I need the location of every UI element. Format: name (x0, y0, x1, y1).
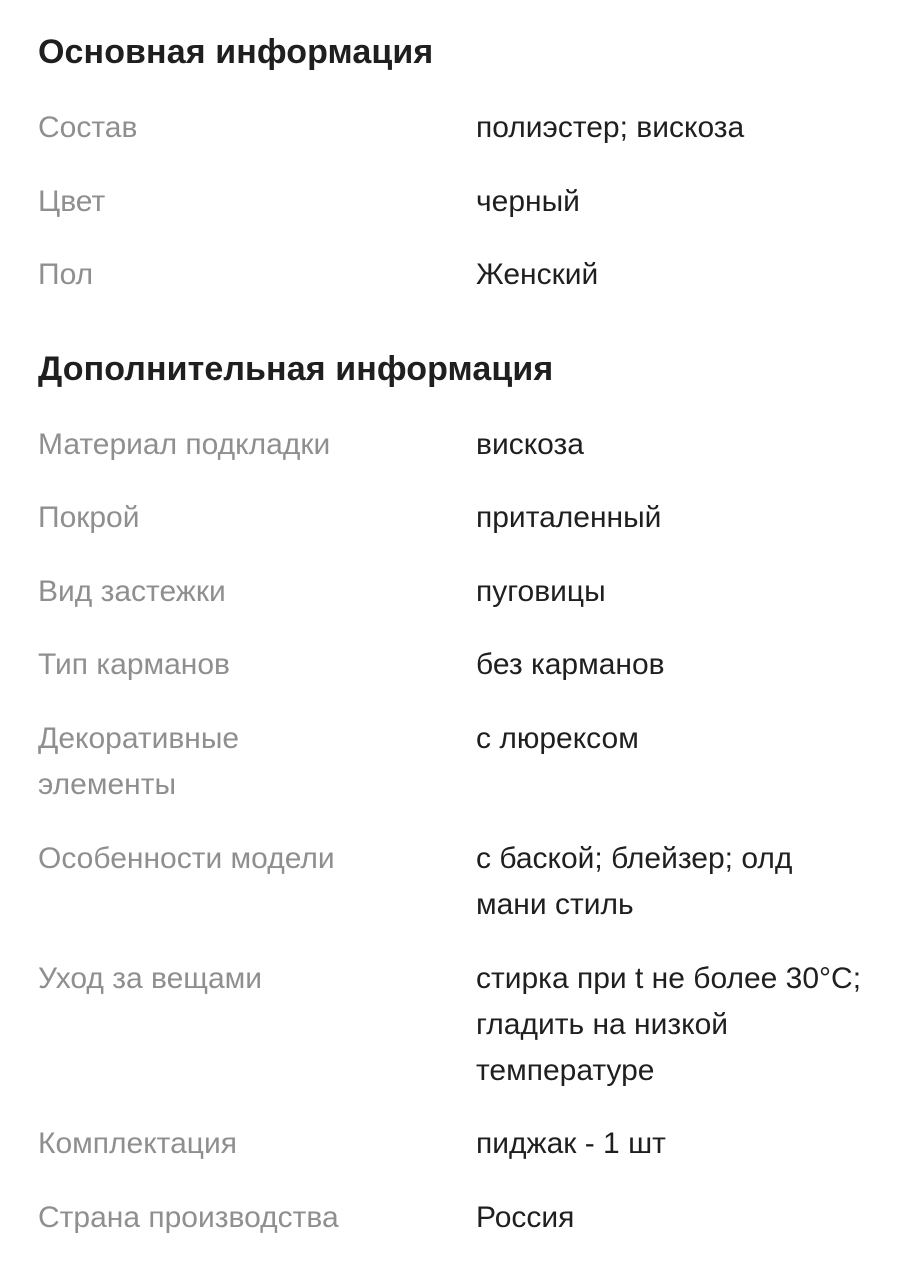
attribute-value: без карманов (476, 648, 665, 681)
attribute-value: полиэстер; вискоза (476, 111, 745, 144)
attribute-label: Вид застежки (38, 575, 226, 608)
attribute-value: пиджак - 1 шт (476, 1127, 666, 1160)
attribute-value: вискоза (476, 428, 584, 461)
extra-info-heading: Дополнительная информация (38, 350, 554, 388)
attribute-value: пуговицы (476, 575, 606, 608)
attribute-value: Женский (476, 258, 599, 291)
attribute-value: Россия (476, 1201, 575, 1234)
attribute-label: Покрой (38, 501, 140, 534)
attribute-value: с баской; блейзер; олд мани стиль (476, 842, 793, 921)
main-info-heading: Основная информация (38, 33, 434, 71)
attribute-label: Тип карманов (38, 648, 230, 681)
attribute-label: Материал подкладки (38, 428, 331, 461)
attribute-label: Комплектация (38, 1127, 237, 1160)
attribute-label: Цвет (38, 185, 106, 218)
attribute-label: Пол (38, 258, 94, 291)
attribute-label: Уход за вещами (38, 962, 263, 995)
attribute-label: Особенности модели (38, 842, 335, 875)
attribute-value: стирка при t не более 30°C; гладить на низкой температуре (476, 962, 862, 1087)
attribute-value: с люрексом (476, 722, 639, 755)
attribute-label: Страна производства (38, 1201, 339, 1234)
attribute-label: Состав (38, 111, 138, 144)
attribute-value: черный (476, 185, 580, 218)
attribute-value: приталенный (476, 501, 662, 534)
attribute-label: Декоративные элементы (38, 722, 240, 801)
